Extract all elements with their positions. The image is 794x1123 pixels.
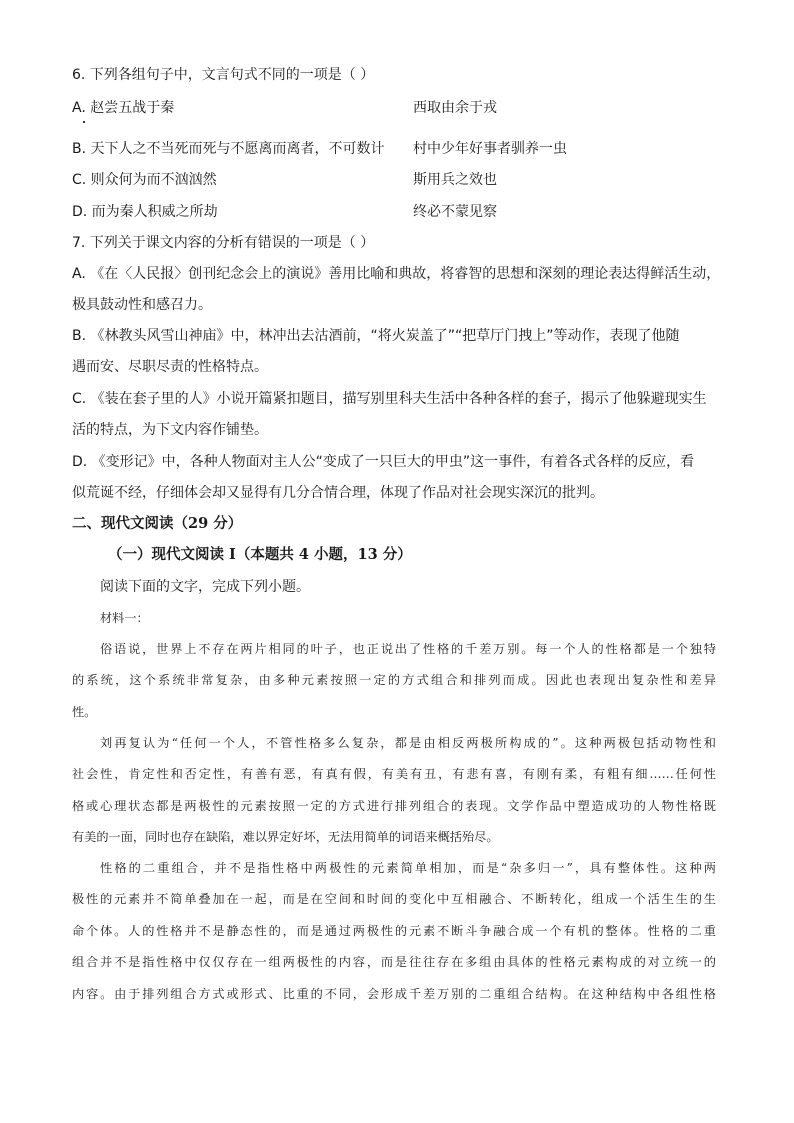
- q7-option-a-line1: A. 《在〈人民报〉创刊纪念会上的演说》善用比喻和典故，将睿智的思想和深刻的理论表达得鲜活生动，: [72, 266, 721, 282]
- q7-option-c-line1: C. 《装在套子里的人》小说开篇紧扣题目，描写别里科夫生活中各种各样的套子，揭示了他躲避现实生: [72, 391, 707, 407]
- q7-option-b-line2: 遇而安、尽职尽责的性格特点。: [72, 359, 268, 375]
- q7-option-d-line1: D. 《变形记》中，各种人物面对主人公“变成了一只巨大的甲虫”这一事件，有着各式各样的反应，看: [72, 454, 695, 470]
- q6-option-b: B. 天下人之不当死而死与不愿离而离者，不可数计: [72, 141, 385, 157]
- material-line: 的系统，这个系统非常复杂，由多种元素按照一定的方式组合和排列而成。因此也表现出复杂性和差异: [72, 673, 716, 687]
- q6-option-a: A. 赵尝五战于秦: [72, 100, 175, 116]
- q7-option-b-line1: B. 《林教头风雪山神庙》中，林冲出去沽酒前，“将火炭盖了”“把草厅门拽上”等动作，表现了他随: [72, 328, 680, 344]
- material-line: 格或心理状态都是两极性的元素按照一定的方式进行排列组合的表现。文学作品中塑造成功的人物性格既: [72, 799, 716, 813]
- q6-option-d-right: 终必不蒙见察: [413, 204, 497, 220]
- material-line: 命个体。人的性格并不是静态性的，而是通过两极性的元素不断斗争融合成一个有机的整体。性格的二重: [72, 924, 716, 938]
- q7-stem: 7. 下列关于课文内容的分析有错误的一项是（ ）: [72, 235, 375, 251]
- material-label: 材料一：: [100, 611, 149, 625]
- material-line: 性。: [72, 705, 97, 719]
- q6-option-b-right: 村中少年好事者驯养一虫: [413, 141, 567, 157]
- section-subtitle: （一）现代文阅读 I（本题共 4 小题，13 分）: [108, 546, 412, 563]
- reading-instruction: 阅读下面的文字，完成下列小题。: [100, 579, 310, 595]
- material-line: 内容。由于排列组合方式或形式、比重的不同，会形成千差万别的二重组合结构。在这种结构中各组性格: [72, 987, 716, 1001]
- q6-option-d: D. 而为秦人积威之所劫: [72, 204, 218, 220]
- q7-option-a-line2: 极具鼓动性和感召力。: [72, 297, 212, 313]
- q7-option-c-line2: 活的特点，为下文内容作铺垫。: [72, 422, 268, 438]
- q7-option-d-line2: 似荒诞不经，仔细体会却又显得有几分合情合理，体现了作品对社会现实深沉的批判。: [72, 485, 604, 501]
- material-line: 刘再复认为“任何一个人，不管性格多么复杂，都是由相反两极所构成的”。这种两极包括动物性和: [100, 736, 716, 750]
- section-title: 二、现代文阅读（29 分）: [72, 515, 243, 532]
- stray-mark: [83, 121, 85, 123]
- q6-option-c-right: 斯用兵之效也: [413, 172, 497, 188]
- q6-stem: 6. 下列各组句子中，文言句式不同的一项是（ ）: [72, 67, 375, 83]
- material-line: 俗语说，世界上不存在两片相同的叶子，也正说出了性格的千差万别。每一个人的性格都是一个独特: [100, 642, 716, 656]
- q6-option-c: C. 则众何为而不汹汹然: [72, 172, 217, 188]
- material-line: 有美的一面，同时也存在缺陷，难以界定好坏，无法用简单的词语来概括殆尽。: [72, 830, 499, 844]
- material-line: 极性的元素并不简单叠加在一起，而是在空间和时间的变化中互相融合、不断转化，组成一个活生生的生: [72, 892, 716, 906]
- material-line: 组合并不是指性格中仅仅存在一组两极性的内容，而是往往存在多组由具体的性格元素构成的对立统一的: [72, 955, 716, 969]
- material-line: 性格的二重组合，并不是指性格中两极性的元素简单相加，而是“杂多归一”，具有整体性。这种两: [100, 861, 716, 875]
- material-line: 社会性，肯定性和否定性，有善有恶，有真有假，有美有丑，有悲有喜，有刚有柔，有粗有细……任何性: [72, 767, 716, 781]
- q6-option-a-right: 西取由余于戎: [413, 100, 497, 116]
